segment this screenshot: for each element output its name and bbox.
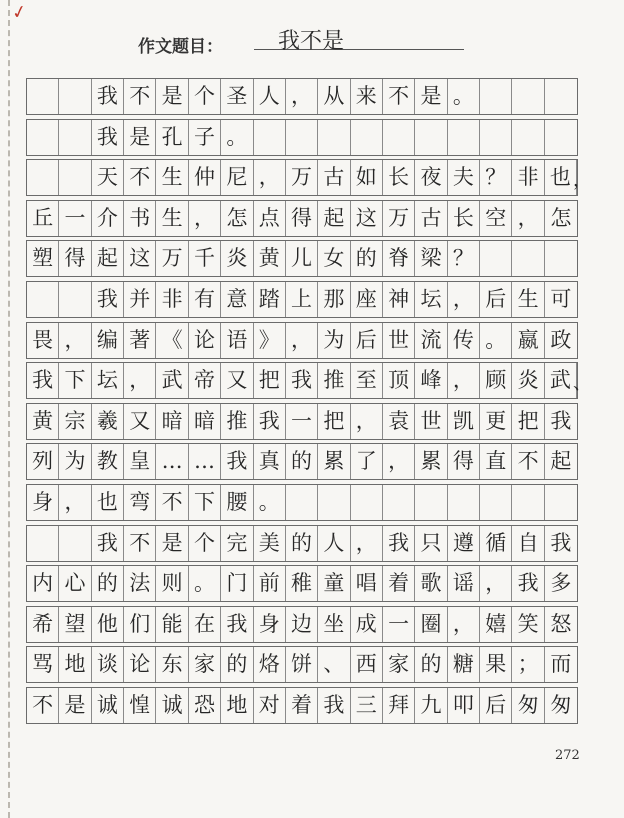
manuscript-grid bbox=[26, 78, 591, 738]
grid-cell: 座 bbox=[351, 282, 383, 317]
grid-cell: 尼 bbox=[221, 160, 253, 195]
grid-cell: 的 bbox=[415, 647, 447, 682]
grid-cell: 直 bbox=[480, 444, 512, 479]
grid-cell: 把 bbox=[512, 404, 544, 439]
grid-cell: 们 bbox=[124, 607, 156, 642]
grid-cell: 谣 bbox=[448, 566, 480, 601]
grid-cell: ， bbox=[448, 282, 480, 317]
grid-cell bbox=[415, 485, 447, 520]
essay-title-label: 作文题目： bbox=[138, 37, 223, 57]
grid-cell: 怒 bbox=[550, 611, 572, 636]
grid-cell: ， bbox=[189, 201, 221, 236]
grid-cell: 他 bbox=[92, 607, 124, 642]
grid-cell: 在 bbox=[189, 607, 221, 642]
grid-cell: 我 bbox=[221, 444, 253, 479]
grid-cell: 人 bbox=[254, 79, 286, 114]
grid-cell: 不 bbox=[124, 79, 156, 114]
grid-cell: 惶 bbox=[124, 688, 156, 723]
grid-cell: 循 bbox=[480, 526, 512, 561]
grid-cell: 丘 bbox=[27, 201, 59, 236]
grid-cell: 不 bbox=[156, 485, 188, 520]
grid-cell: 我 bbox=[92, 79, 124, 114]
grid-cell: 诚 bbox=[156, 688, 188, 723]
grid-row bbox=[26, 403, 578, 440]
grid-cell bbox=[59, 160, 91, 195]
grid-cell: 完 bbox=[221, 526, 253, 561]
grid-cell: 得 bbox=[286, 201, 318, 236]
grid-cell: ， bbox=[351, 404, 383, 439]
grid-row bbox=[26, 119, 578, 156]
grid-cell: 生 bbox=[156, 160, 188, 195]
grid-cell: 怎 bbox=[550, 205, 572, 230]
grid-cell: 坛 bbox=[92, 363, 124, 398]
grid-cell: 糖 bbox=[448, 647, 480, 682]
grid-cell: 得 bbox=[59, 241, 91, 276]
grid-cell: 峰 bbox=[415, 363, 447, 398]
grid-cell: 长 bbox=[448, 201, 480, 236]
grid-cell: 前 bbox=[254, 566, 286, 601]
grid-cell bbox=[448, 485, 480, 520]
grid-cell: 论 bbox=[124, 647, 156, 682]
grid-cell bbox=[27, 79, 59, 114]
grid-cell: 一 bbox=[383, 607, 415, 642]
grid-cell: 女 bbox=[318, 241, 350, 276]
grid-cell: 神 bbox=[383, 282, 415, 317]
grid-row bbox=[26, 78, 578, 115]
grid-cell: 生 bbox=[512, 282, 544, 317]
grid-cell bbox=[480, 241, 512, 276]
grid-cell: 非 bbox=[512, 160, 544, 195]
grid-cell bbox=[545, 485, 577, 520]
grid-cell: 夫 bbox=[448, 160, 480, 195]
grid-cell: ， bbox=[254, 160, 286, 195]
grid-cell: 帝 bbox=[189, 363, 221, 398]
grid-cell bbox=[512, 120, 544, 155]
grid-row bbox=[26, 687, 578, 724]
grid-cell: 教 bbox=[92, 444, 124, 479]
grid-cell bbox=[480, 79, 512, 114]
grid-cell: 下 bbox=[59, 363, 91, 398]
grid-cell bbox=[286, 120, 318, 155]
grid-cell: 、 bbox=[318, 647, 350, 682]
grid-cell: 嬉 bbox=[480, 607, 512, 642]
grid-cell: 。 bbox=[254, 485, 286, 520]
grid-cell: 。 bbox=[221, 120, 253, 155]
grid-cell: 唱 bbox=[351, 566, 383, 601]
grid-cell bbox=[512, 79, 544, 114]
grid-cell: 着 bbox=[286, 688, 318, 723]
grid-cell: 累 bbox=[318, 444, 350, 479]
grid-cell: ， bbox=[59, 323, 91, 358]
grid-cell: 这 bbox=[351, 201, 383, 236]
grid-cell: 政 bbox=[550, 327, 572, 352]
grid-cell: 编 bbox=[92, 323, 124, 358]
grid-cell: 遵 bbox=[448, 526, 480, 561]
grid-cell: 梁 bbox=[415, 241, 447, 276]
grid-cell: 古 bbox=[318, 160, 350, 195]
page-number: 272 bbox=[555, 748, 580, 763]
grid-cell: 成 bbox=[351, 607, 383, 642]
grid-cell: ， bbox=[480, 566, 512, 601]
grid-row bbox=[26, 322, 578, 359]
grid-cell: 弯 bbox=[124, 485, 156, 520]
grid-cell: 九 bbox=[415, 688, 447, 723]
grid-cell: 个 bbox=[189, 79, 221, 114]
grid-cell: 起 bbox=[92, 241, 124, 276]
grid-cell: 地 bbox=[221, 688, 253, 723]
grid-cell: ， bbox=[124, 363, 156, 398]
grid-cell: 语 bbox=[221, 323, 253, 358]
grid-cell: 是 bbox=[415, 79, 447, 114]
grid-cell: 是 bbox=[124, 120, 156, 155]
grid-cell: 一 bbox=[286, 404, 318, 439]
grid-cell bbox=[448, 120, 480, 155]
grid-cell: 了 bbox=[351, 444, 383, 479]
grid-cell: 。 bbox=[448, 79, 480, 114]
grid-cell: 顶 bbox=[383, 363, 415, 398]
grid-cell: 后 bbox=[480, 282, 512, 317]
grid-cell: 万 bbox=[156, 241, 188, 276]
grid-cell: … bbox=[189, 444, 221, 479]
margin-punctuation: 、 bbox=[573, 373, 591, 395]
grid-cell: 我 bbox=[318, 688, 350, 723]
grid-cell: 上 bbox=[286, 282, 318, 317]
grid-cell: 列 bbox=[27, 444, 59, 479]
grid-cell bbox=[27, 160, 59, 195]
grid-cell bbox=[27, 526, 59, 561]
grid-cell bbox=[480, 120, 512, 155]
grid-cell: ， bbox=[286, 323, 318, 358]
grid-cell: 袁 bbox=[383, 404, 415, 439]
grid-cell: 古 bbox=[415, 201, 447, 236]
grid-cell: 法 bbox=[124, 566, 156, 601]
grid-cell bbox=[512, 485, 544, 520]
grid-cell: 坛 bbox=[415, 282, 447, 317]
grid-cell: 门 bbox=[221, 566, 253, 601]
grid-cell: 希 bbox=[27, 607, 59, 642]
grid-cell: 怎 bbox=[221, 201, 253, 236]
grid-cell bbox=[545, 241, 577, 276]
grid-cell: 皇 bbox=[124, 444, 156, 479]
grid-cell: 那 bbox=[318, 282, 350, 317]
grid-cell bbox=[351, 485, 383, 520]
grid-cell: 是 bbox=[59, 688, 91, 723]
grid-row bbox=[26, 606, 578, 643]
grid-cell: 。 bbox=[480, 323, 512, 358]
grid-cell: 腰 bbox=[221, 485, 253, 520]
grid-cell: 又 bbox=[221, 363, 253, 398]
grid-cell: 畏 bbox=[27, 323, 59, 358]
grid-cell: 下 bbox=[189, 485, 221, 520]
grid-cell: ； bbox=[512, 647, 544, 682]
grid-cell: 也 bbox=[545, 160, 577, 195]
grid-cell bbox=[59, 79, 91, 114]
grid-cell bbox=[27, 282, 59, 317]
grid-row bbox=[26, 484, 578, 521]
grid-cell: 的 bbox=[286, 526, 318, 561]
grid-cell: 黄 bbox=[254, 241, 286, 276]
grid-cell: … bbox=[156, 444, 188, 479]
grid-cell: 只 bbox=[415, 526, 447, 561]
grid-cell: 从 bbox=[318, 79, 350, 114]
grid-cell: 点 bbox=[254, 201, 286, 236]
grid-cell: 边 bbox=[286, 607, 318, 642]
binding-margin-line bbox=[8, 0, 10, 818]
grid-cell: 我 bbox=[550, 530, 572, 555]
grid-cell bbox=[545, 120, 577, 155]
grid-cell: 累 bbox=[415, 444, 447, 479]
grid-cell: 真 bbox=[254, 444, 286, 479]
grid-cell: 身 bbox=[27, 485, 59, 520]
grid-cell: 我 bbox=[92, 526, 124, 561]
grid-cell bbox=[480, 485, 512, 520]
grid-cell: 饼 bbox=[286, 647, 318, 682]
grid-cell: 是 bbox=[156, 526, 188, 561]
grid-cell: 美 bbox=[254, 526, 286, 561]
grid-row bbox=[26, 646, 578, 683]
grid-cell: 我 bbox=[286, 363, 318, 398]
grid-cell: 也 bbox=[92, 485, 124, 520]
grader-check-mark: ✓ bbox=[9, 0, 30, 25]
grid-cell: 地 bbox=[59, 647, 91, 682]
grid-cell: 可 bbox=[550, 287, 572, 311]
grid-cell: 万 bbox=[383, 201, 415, 236]
grid-cell: 《 bbox=[156, 323, 188, 358]
essay-header bbox=[138, 26, 478, 57]
grid-cell: 的 bbox=[221, 647, 253, 682]
grid-cell: 歌 bbox=[415, 566, 447, 601]
grid-cell: 踏 bbox=[254, 282, 286, 317]
grid-row bbox=[26, 200, 578, 237]
grid-cell bbox=[383, 485, 415, 520]
grid-cell: 暗 bbox=[189, 404, 221, 439]
grid-cell: 圈 bbox=[415, 607, 447, 642]
grid-cell: ， bbox=[512, 201, 544, 236]
grid-cell: 内 bbox=[27, 566, 59, 601]
grid-cell: 如 bbox=[351, 160, 383, 195]
grid-cell bbox=[351, 120, 383, 155]
grid-cell: 夜 bbox=[415, 160, 447, 195]
grid-cell: 能 bbox=[156, 607, 188, 642]
grid-cell: 多 bbox=[550, 571, 572, 596]
grid-cell: 得 bbox=[448, 444, 480, 479]
grid-cell: 这 bbox=[124, 241, 156, 276]
grid-row bbox=[26, 443, 578, 480]
grid-cell: 诚 bbox=[92, 688, 124, 723]
grid-cell: 生 bbox=[156, 201, 188, 236]
grid-cell: 书 bbox=[124, 201, 156, 236]
grid-cell: 仲 bbox=[189, 160, 221, 195]
grid-cell: 不 bbox=[124, 526, 156, 561]
grid-cell bbox=[286, 485, 318, 520]
grid-cell: 我 bbox=[92, 120, 124, 155]
grid-cell bbox=[254, 120, 286, 155]
essay-title: 我不是 bbox=[278, 29, 345, 54]
grid-cell: 人 bbox=[318, 526, 350, 561]
grid-cell: 凯 bbox=[448, 404, 480, 439]
grid-cell: 自 bbox=[512, 526, 544, 561]
grid-cell: 不 bbox=[27, 688, 59, 723]
grid-cell: 武 bbox=[545, 363, 577, 398]
grid-cell: 不 bbox=[383, 79, 415, 114]
grid-cell: 的 bbox=[286, 444, 318, 479]
grid-cell: ， bbox=[59, 485, 91, 520]
grid-cell: 而 bbox=[550, 652, 572, 677]
grid-cell: 传 bbox=[448, 323, 480, 358]
grid-cell: 炎 bbox=[512, 363, 544, 398]
grid-cell: ， bbox=[383, 444, 415, 479]
grid-cell bbox=[545, 79, 577, 114]
grid-cell: 万 bbox=[286, 160, 318, 195]
grid-cell: 望 bbox=[59, 607, 91, 642]
grid-cell: 笑 bbox=[512, 607, 544, 642]
grid-cell: 心 bbox=[59, 566, 91, 601]
grid-cell: 长 bbox=[383, 160, 415, 195]
grid-cell: 我 bbox=[27, 363, 59, 398]
grid-cell: 谈 bbox=[92, 647, 124, 682]
grid-cell: 世 bbox=[383, 323, 415, 358]
grid-cell bbox=[59, 120, 91, 155]
grid-cell: 把 bbox=[254, 363, 286, 398]
grid-cell: 推 bbox=[318, 363, 350, 398]
grid-cell: 圣 bbox=[221, 79, 253, 114]
grid-cell: 一 bbox=[59, 201, 91, 236]
grid-cell: 著 bbox=[124, 323, 156, 358]
grid-cell: 我 bbox=[92, 282, 124, 317]
grid-cell: 论 bbox=[189, 323, 221, 358]
grid-cell: 天 bbox=[92, 160, 124, 195]
grid-row bbox=[26, 362, 591, 399]
grid-row bbox=[26, 240, 578, 277]
grid-cell bbox=[318, 485, 350, 520]
grid-cell: 顾 bbox=[480, 363, 512, 398]
grid-cell: 为 bbox=[59, 444, 91, 479]
grid-cell bbox=[512, 241, 544, 276]
grid-cell: ？ bbox=[480, 160, 512, 195]
grid-cell: 烙 bbox=[254, 647, 286, 682]
grid-cell: 匆 bbox=[512, 688, 544, 723]
grid-cell: 是 bbox=[156, 79, 188, 114]
grid-cell bbox=[27, 120, 59, 155]
grid-cell: 身 bbox=[254, 607, 286, 642]
margin-punctuation: ， bbox=[573, 170, 591, 192]
grid-cell: 》 bbox=[254, 323, 286, 358]
grid-cell: 嬴 bbox=[512, 323, 544, 358]
grid-cell: 我 bbox=[221, 607, 253, 642]
grid-cell: 儿 bbox=[286, 241, 318, 276]
grid-cell: 起 bbox=[550, 449, 572, 474]
grid-cell bbox=[59, 526, 91, 561]
grid-cell bbox=[318, 120, 350, 155]
grid-cell: ， bbox=[351, 526, 383, 561]
grid-cell: 黄 bbox=[27, 404, 59, 439]
grid-cell: 后 bbox=[480, 688, 512, 723]
grid-cell: 世 bbox=[415, 404, 447, 439]
grid-cell: 流 bbox=[415, 323, 447, 358]
grid-cell: 千 bbox=[189, 241, 221, 276]
grid-cell: 介 bbox=[92, 201, 124, 236]
grid-cell: 三 bbox=[351, 688, 383, 723]
grid-row bbox=[26, 281, 578, 318]
grid-cell bbox=[415, 120, 447, 155]
grid-cell: 后 bbox=[351, 323, 383, 358]
grid-row bbox=[26, 159, 591, 196]
grid-cell: 我 bbox=[254, 404, 286, 439]
grid-cell: 骂 bbox=[27, 647, 59, 682]
grid-cell: ， bbox=[286, 79, 318, 114]
grid-cell: 暗 bbox=[156, 404, 188, 439]
grid-cell: 又 bbox=[124, 404, 156, 439]
grid-cell: 孔 bbox=[156, 120, 188, 155]
grid-cell bbox=[383, 120, 415, 155]
grid-cell bbox=[59, 282, 91, 317]
grid-cell: 家 bbox=[189, 647, 221, 682]
grid-cell: ， bbox=[448, 607, 480, 642]
grid-cell: 塑 bbox=[27, 241, 59, 276]
grid-cell: 我 bbox=[550, 408, 572, 433]
grid-cell: 着 bbox=[383, 566, 415, 601]
grid-cell: 匆 bbox=[550, 693, 572, 717]
grid-cell: 羲 bbox=[92, 404, 124, 439]
grid-cell: 把 bbox=[318, 404, 350, 439]
grid-cell: 武 bbox=[156, 363, 188, 398]
grid-cell: 坐 bbox=[318, 607, 350, 642]
grid-cell: 则 bbox=[156, 566, 188, 601]
grid-cell: 来 bbox=[351, 79, 383, 114]
grid-cell: 为 bbox=[318, 323, 350, 358]
grid-cell: 起 bbox=[318, 201, 350, 236]
grid-cell: 东 bbox=[156, 647, 188, 682]
grid-cell: 更 bbox=[480, 404, 512, 439]
grid-cell: 对 bbox=[254, 688, 286, 723]
grid-cell: 的 bbox=[92, 566, 124, 601]
grid-cell: 炎 bbox=[221, 241, 253, 276]
grid-cell: 有 bbox=[189, 282, 221, 317]
grid-cell: ？ bbox=[448, 241, 480, 276]
grid-cell: 宗 bbox=[59, 404, 91, 439]
grid-cell: 。 bbox=[189, 566, 221, 601]
grid-cell: 不 bbox=[124, 160, 156, 195]
grid-cell: ， bbox=[448, 363, 480, 398]
grid-cell: 子 bbox=[189, 120, 221, 155]
grid-cell: 推 bbox=[221, 404, 253, 439]
grid-cell: 个 bbox=[189, 526, 221, 561]
grid-cell: 童 bbox=[318, 566, 350, 601]
grid-cell: 我 bbox=[383, 526, 415, 561]
grid-cell: 我 bbox=[512, 566, 544, 601]
grid-cell: 恐 bbox=[189, 688, 221, 723]
grid-cell: 稚 bbox=[286, 566, 318, 601]
grid-row bbox=[26, 525, 578, 562]
grid-cell: 脊 bbox=[383, 241, 415, 276]
grid-cell: 家 bbox=[383, 647, 415, 682]
grid-cell: 意 bbox=[221, 282, 253, 317]
grid-cell: 不 bbox=[512, 444, 544, 479]
grid-cell: 拜 bbox=[383, 688, 415, 723]
grid-cell: 并 bbox=[124, 282, 156, 317]
grid-cell: 果 bbox=[480, 647, 512, 682]
grid-cell: 空 bbox=[480, 201, 512, 236]
grid-cell: 叩 bbox=[448, 688, 480, 723]
grid-cell: 非 bbox=[156, 282, 188, 317]
grid-row bbox=[26, 565, 578, 602]
grid-cell: 的 bbox=[351, 241, 383, 276]
grid-cell: 西 bbox=[351, 647, 383, 682]
grid-cell: 至 bbox=[351, 363, 383, 398]
